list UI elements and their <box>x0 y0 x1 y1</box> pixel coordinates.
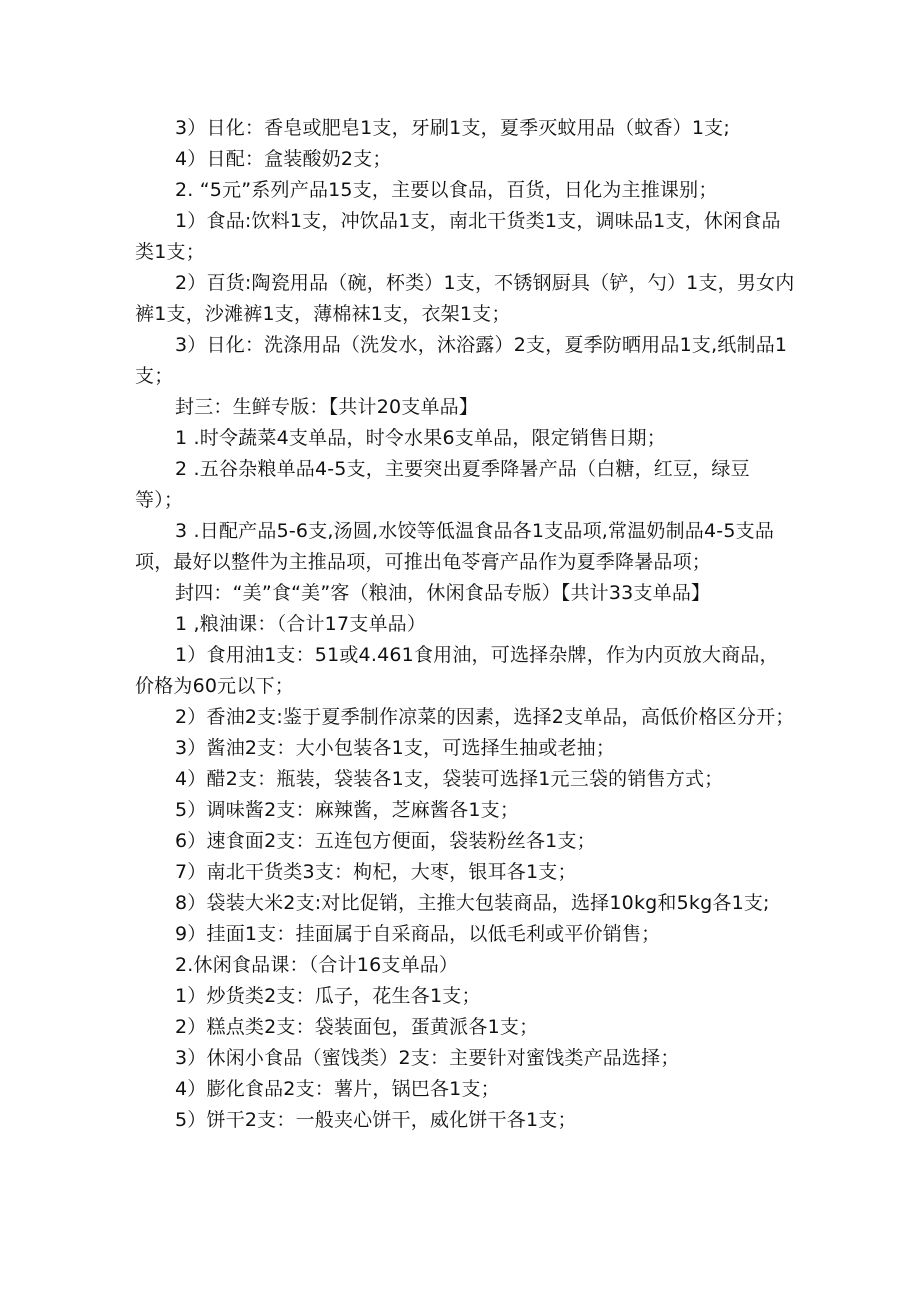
paragraph: 2）百货:陶瓷用品（碗，杯类）1支，不锈钢厨具（铲，勺）1支，男女内裤1支，沙滩裤1支，薄棉袜1支，衣架1支； <box>135 272 795 325</box>
paragraph: 1 ,粮油课：（合计17支单品） <box>175 613 427 635</box>
paragraph: 8）袋装大米2支:对比促销，主推大包装商品，选择10kg和5kg各1支; <box>175 892 770 914</box>
paragraph: 4）日配：盒装酸奶2支； <box>175 148 392 170</box>
paragraph: 3 .日配产品5-6支,汤圆,水饺等低温食品各1支品项,常温奶制品4-5支品项，最好以整件为主推品项，可推出龟苓膏产品作为夏季降暑品项； <box>135 520 775 573</box>
section-heading: 封四：“美”食“美”客（粮油，休闲食品专版）【共计33支单品】 <box>175 582 711 604</box>
paragraph: 4）醋2支：瓶装，袋装各1支，袋装可选择1元三袋的销售方式； <box>175 768 724 790</box>
paragraph: 2）糕点类2支：袋装面包，蛋黄派各1支； <box>175 1016 539 1038</box>
paragraph: 2）香油2支:鉴于夏季制作凉菜的因素，选择2支单品，高低价格区分开； <box>175 706 795 728</box>
paragraph: 7）南北干货类3支：枸杞，大枣，银耳各1支； <box>175 861 577 883</box>
paragraph: 2 .五谷杂粮单品4-5支，主要突出夏季降暑产品（白糖，红豆，绿豆等）； <box>135 458 750 511</box>
paragraph: 3）酱油2支：大小包装各1支，可选择生抽或老抽； <box>175 737 616 759</box>
paragraph: 9）挂面1支：挂面属于自采商品，以低毛利或平价销售； <box>175 923 661 945</box>
paragraph: 3）休闲小食品（蜜饯类）2支：主要针对蜜饯类产品选择； <box>175 1047 680 1069</box>
document-body <box>135 113 795 1136</box>
paragraph: 5）饼干2支：一般夹心饼干，威化饼干各1支； <box>175 1109 577 1131</box>
paragraph: 1 .时令蔬菜4支单品，时令水果6支单品，限定销售日期； <box>175 427 666 449</box>
paragraph: 2. “5元”系列产品15支，主要以食品，百货，日化为主推课别； <box>175 179 718 201</box>
section-heading: 封三：生鲜专版：【共计20支单品】 <box>175 396 479 418</box>
paragraph: 4）膨化食品2支：薯片，锅巴各1支； <box>175 1078 500 1100</box>
paragraph: 5）调味酱2支：麻辣酱，芝麻酱各1支； <box>175 799 520 821</box>
paragraph: 3）日化：洗涤用品（洗发水，沐浴露）2支，夏季防晒用品1支,纸制品1支； <box>135 334 788 387</box>
paragraph: 3）日化：香皂或肥皂1支，牙刷1支，夏季灭蚊用品（蚊香）1支; <box>175 117 730 139</box>
paragraph: 1）食用油1支：51或4.461食用油，可选择杂牌，作为内页放大商品，价格为60元以下； <box>135 644 779 697</box>
paragraph: 1）炒货类2支：瓜子，花生各1支； <box>175 985 481 1007</box>
paragraph: 6）速食面2支：五连包方便面，袋装粉丝各1支； <box>175 830 596 852</box>
paragraph: 2.休闲食品课：（合计16支单品） <box>175 954 459 976</box>
paragraph: 1）食品:饮料1支，冲饮品1支，南北干货类1支，调味品1支，休闲食品类1支； <box>135 210 781 263</box>
